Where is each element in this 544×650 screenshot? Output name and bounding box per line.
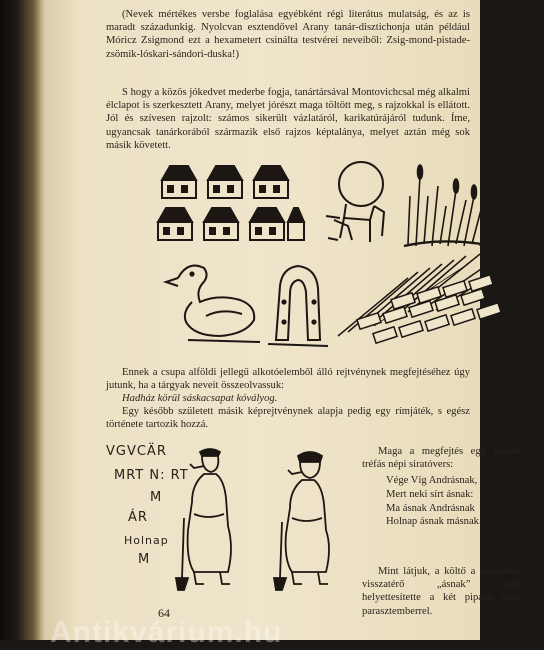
paragraph-poet-rhyme-explanation: Mint látjuk, a költő a rímekben visszatérő „ásnak” szót helyettesítette a két pipázó ásós parasztemberrel. <box>362 565 520 617</box>
poem-line: Ma ásnak Andrásnak <box>386 502 475 514</box>
rebus-line-1: VGVCÄR <box>106 444 167 459</box>
paragraph-solution-folk-verse: Maga a megfejtés egy ismert tréfás népi siratóvers: <box>362 445 520 470</box>
poem-line: Vége Víg Andrásnak, <box>386 475 478 486</box>
book-page <box>44 0 520 640</box>
watermark-logo: Antikvárium.hu <box>50 616 283 649</box>
book-spine-edge <box>0 0 48 640</box>
goose-drawing <box>166 266 260 342</box>
horseshoe-drawing <box>268 266 328 346</box>
rebus-line-4: ÁR <box>128 510 148 525</box>
paragraph-names-verse: (Nevek mértékes versbe foglalása egyébként régi literátus mulatság, és az is maradt századunkig. Nyolcvan esztendővel Arany tanár-disztichonja után például Móricz Zsigmond ezt a hexametert csinálta testvérei neveiből: Zsig-mond-pistade-zsömik-lóskari-sándori-duska!) <box>106 9 470 60</box>
rebus-line-6: M <box>138 552 151 567</box>
folk-poem <box>386 474 544 529</box>
chair-drawing <box>326 162 384 242</box>
reeds-drawing <box>404 165 504 248</box>
houses-drawing <box>158 166 304 240</box>
rebus-solution-text: Hadház körül sáskacsapat kóvályog. <box>122 393 278 404</box>
poem-line: Holnap ásnak másnak. <box>386 516 482 528</box>
rebus-line-3: M <box>150 490 163 505</box>
paragraph-second-rebus: Egy később született másik képrejtvénynek alapja pedig egy rímjáték, s egész története tartozik hozzá. <box>106 406 470 431</box>
paragraph-rebus-solution-intro: Ennek a csupa alföldi jellegű alkotóelemből álló rejtvénynek megfejtéséhez úgy jutunk, ha a tárgyak neveit összeolvassuk: <box>106 367 470 392</box>
page-number: 64 <box>158 606 170 620</box>
paragraph-arany-drawings: S hogy a közös jókedvet mederbe fogja, tanártársával Montovichcsal még alkalmi élclapot is szerkesztett Arany, melyet jórészt maga töltött meg, s rajzokkal is ellátott. Jól és szívesen rajzolt: számos sikerült vázlatáról, karikatúrájáról tudunk. Íme, ugyancsak tanárkorából származik első rajzos képtalánya, melyet aztán még sok másik követett. <box>106 87 470 151</box>
poem-line: Mert neki sírt ásnak: <box>386 488 474 500</box>
rebus-line-2: MRT N: RT <box>114 468 189 483</box>
rebus-illustration-1 <box>148 156 518 356</box>
locust-swarm-drawing <box>338 254 504 343</box>
rebus-line-5: Holnap <box>124 534 169 547</box>
two-peasants-digging-drawing <box>144 438 354 590</box>
